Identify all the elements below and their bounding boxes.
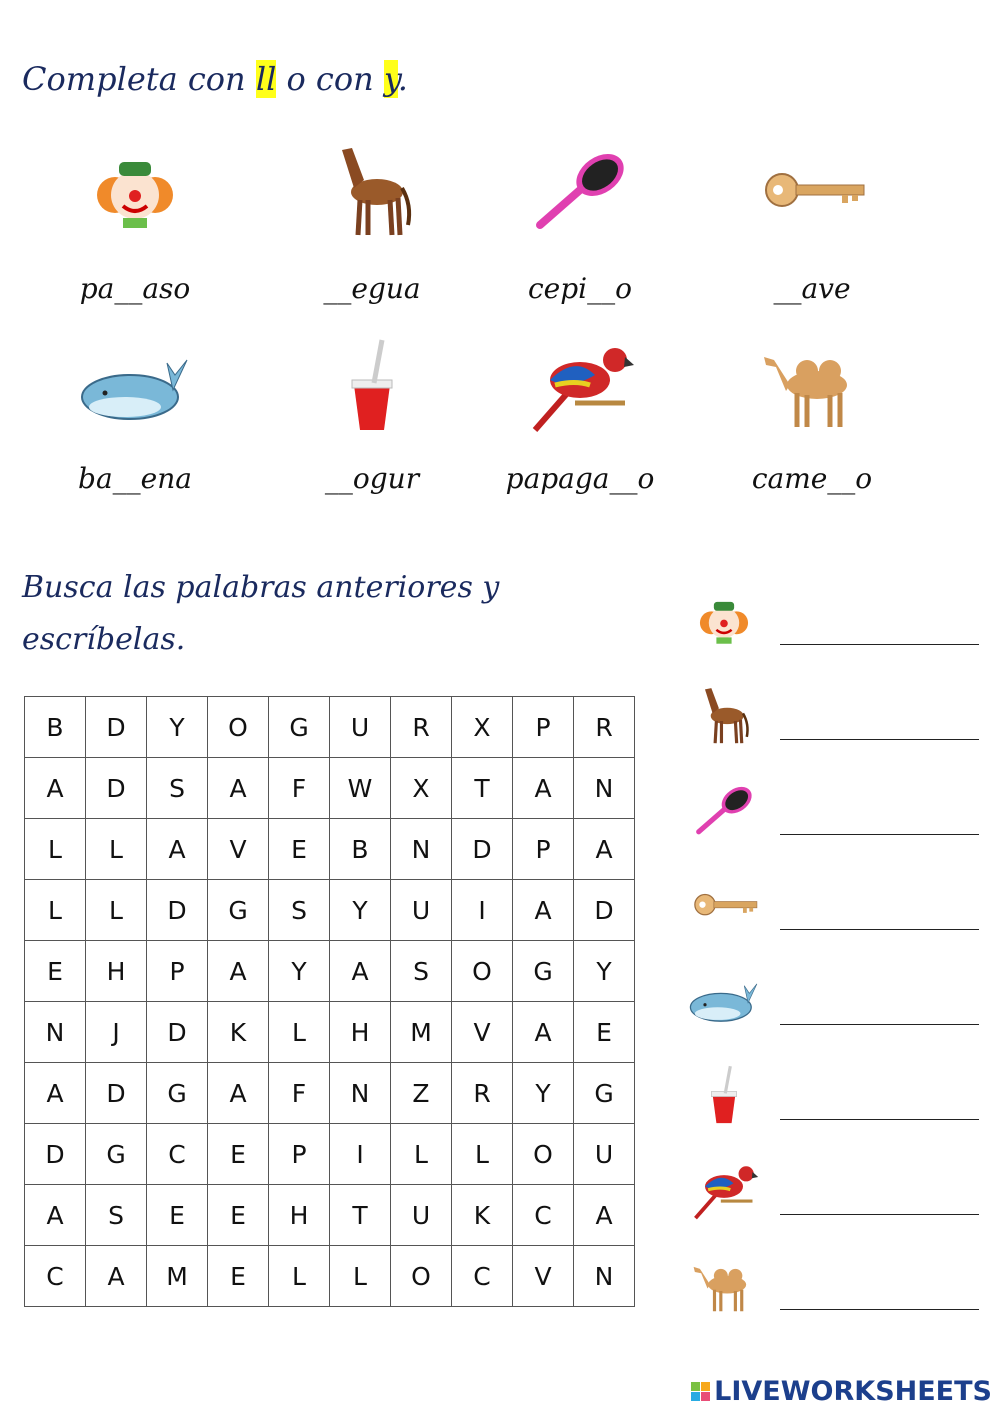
grid-cell[interactable]: V <box>452 1002 513 1063</box>
grid-cell[interactable]: A <box>208 758 269 819</box>
fill-in-word[interactable]: ba__ena <box>78 462 192 495</box>
word-search-grid <box>24 696 635 1307</box>
logo-text: LIVEWORKSHEETS <box>714 1376 992 1407</box>
grid-cell[interactable]: B <box>25 697 86 758</box>
grid-cell[interactable]: U <box>391 1185 452 1246</box>
grid-cell[interactable]: O <box>452 941 513 1002</box>
liveworksheets-logo[interactable] <box>691 1376 992 1407</box>
grid-cell[interactable]: D <box>452 819 513 880</box>
fill-in-word[interactable]: __ogur <box>324 462 420 495</box>
grid-cell[interactable]: K <box>452 1185 513 1246</box>
grid-cell[interactable]: Y <box>513 1063 574 1124</box>
grid-cell[interactable]: V <box>513 1246 574 1307</box>
answer-input[interactable] <box>780 903 979 930</box>
grid-cell[interactable]: A <box>513 880 574 941</box>
grid-cell[interactable]: C <box>147 1124 208 1185</box>
grid-cell[interactable]: W <box>330 758 391 819</box>
grid-cell[interactable]: H <box>86 941 147 1002</box>
grid-cell[interactable]: L <box>25 819 86 880</box>
whale-icon <box>75 335 195 435</box>
grid-cell[interactable]: P <box>147 941 208 1002</box>
grid-cell[interactable]: G <box>208 880 269 941</box>
grid-cell[interactable]: A <box>86 1246 147 1307</box>
grid-row <box>25 758 635 819</box>
grid-cell[interactable]: D <box>147 880 208 941</box>
exercise1-title <box>22 60 408 98</box>
grid-cell[interactable]: P <box>269 1124 330 1185</box>
grid-cell[interactable]: I <box>452 880 513 941</box>
grid-row <box>25 941 635 1002</box>
grid-cell[interactable]: C <box>452 1246 513 1307</box>
answer-input[interactable] <box>780 998 979 1025</box>
grid-cell[interactable]: E <box>208 1246 269 1307</box>
grid-cell[interactable]: D <box>147 1002 208 1063</box>
whale-icon <box>686 968 762 1038</box>
grid-cell[interactable]: L <box>452 1124 513 1185</box>
grid-cell[interactable]: T <box>452 758 513 819</box>
grid-cell[interactable]: L <box>25 880 86 941</box>
hairbrush-icon <box>686 778 762 848</box>
grid-cell[interactable]: Z <box>391 1063 452 1124</box>
grid-cell[interactable]: Y <box>147 697 208 758</box>
fill-in-word[interactable]: pa__aso <box>79 272 191 305</box>
fill-in-word[interactable]: cepi__o <box>528 272 632 305</box>
grid-cell[interactable]: A <box>513 758 574 819</box>
grid-row <box>25 1185 635 1246</box>
grid-cell[interactable]: B <box>330 819 391 880</box>
grid-cell[interactable]: N <box>574 758 635 819</box>
grid-cell[interactable]: L <box>269 1002 330 1063</box>
grid-cell[interactable]: C <box>513 1185 574 1246</box>
grid-cell[interactable]: X <box>391 758 452 819</box>
grid-cell[interactable]: E <box>574 1002 635 1063</box>
grid-cell[interactable]: A <box>574 819 635 880</box>
answer-input[interactable] <box>780 618 979 645</box>
grid-cell[interactable]: K <box>208 1002 269 1063</box>
grid-cell[interactable]: E <box>147 1185 208 1246</box>
fill-in-word[interactable]: __ave <box>773 272 851 305</box>
highlight-ll: ll <box>255 60 277 98</box>
grid-cell[interactable]: N <box>25 1002 86 1063</box>
horse-icon <box>686 683 762 753</box>
grid-cell[interactable]: Y <box>330 880 391 941</box>
grid-cell[interactable]: O <box>513 1124 574 1185</box>
grid-cell[interactable]: F <box>269 758 330 819</box>
grid-cell[interactable]: U <box>330 697 391 758</box>
grid-cell[interactable]: N <box>330 1063 391 1124</box>
grid-cell[interactable]: P <box>513 697 574 758</box>
clown-icon <box>75 140 195 240</box>
grid-cell[interactable]: E <box>269 819 330 880</box>
grid-cell[interactable]: A <box>513 1002 574 1063</box>
parrot-icon <box>686 1158 762 1228</box>
grid-cell[interactable]: L <box>269 1246 330 1307</box>
yogurt-icon <box>312 335 432 435</box>
grid-cell[interactable]: S <box>391 941 452 1002</box>
grid-cell[interactable]: Y <box>269 941 330 1002</box>
answer-input[interactable] <box>780 1188 979 1215</box>
grid-cell[interactable]: Y <box>574 941 635 1002</box>
exercise2-title: Busca las palabras anteriores y escríbelas. <box>22 570 500 657</box>
grid-cell[interactable]: U <box>391 880 452 941</box>
grid-cell[interactable]: A <box>147 819 208 880</box>
grid-cell[interactable]: M <box>391 1002 452 1063</box>
grid-cell[interactable]: L <box>86 880 147 941</box>
grid-cell[interactable]: G <box>574 1063 635 1124</box>
grid-cell[interactable]: A <box>25 758 86 819</box>
grid-cell[interactable]: S <box>86 1185 147 1246</box>
grid-cell[interactable]: S <box>269 880 330 941</box>
grid-row <box>25 880 635 941</box>
grid-cell[interactable]: N <box>391 819 452 880</box>
title-text: . <box>397 60 408 98</box>
hairbrush-icon <box>520 140 640 240</box>
grid-cell[interactable]: T <box>330 1185 391 1246</box>
highlight-y: y <box>383 60 398 98</box>
grid-cell[interactable]: G <box>269 697 330 758</box>
fill-in-word[interactable]: came__o <box>751 462 873 495</box>
grid-cell[interactable]: R <box>452 1063 513 1124</box>
grid-cell[interactable]: U <box>574 1124 635 1185</box>
answer-input[interactable] <box>780 1093 979 1120</box>
grid-cell[interactable]: O <box>391 1246 452 1307</box>
grid-cell[interactable]: E <box>25 941 86 1002</box>
grid-cell[interactable]: L <box>330 1246 391 1307</box>
grid-cell[interactable]: X <box>452 697 513 758</box>
answer-input[interactable] <box>780 808 979 835</box>
fill-in-word[interactable]: __egua <box>323 272 421 305</box>
camel-icon <box>686 1253 762 1323</box>
key-icon <box>752 140 872 240</box>
grid-cell[interactable]: D <box>86 758 147 819</box>
logo-icon <box>691 1382 710 1401</box>
horse-icon <box>312 140 432 240</box>
grid-cell[interactable]: N <box>574 1246 635 1307</box>
fill-in-word[interactable]: papaga__o <box>505 462 655 495</box>
grid-cell[interactable]: D <box>86 697 147 758</box>
yogurt-icon <box>686 1063 762 1133</box>
grid-cell[interactable]: I <box>330 1124 391 1185</box>
grid-cell[interactable]: R <box>391 697 452 758</box>
grid-cell[interactable]: G <box>147 1063 208 1124</box>
grid-cell[interactable]: S <box>147 758 208 819</box>
grid-row <box>25 1002 635 1063</box>
grid-row <box>25 1063 635 1124</box>
grid-cell[interactable]: L <box>391 1124 452 1185</box>
grid-cell[interactable]: F <box>269 1063 330 1124</box>
grid-cell[interactable]: A <box>208 1063 269 1124</box>
grid-cell[interactable]: A <box>208 941 269 1002</box>
title-text: o con <box>276 60 384 98</box>
answer-input[interactable] <box>780 1283 979 1310</box>
grid-cell[interactable]: A <box>330 941 391 1002</box>
grid-cell[interactable]: V <box>208 819 269 880</box>
grid-cell[interactable]: A <box>574 1185 635 1246</box>
title-text: Completa con <box>22 60 256 98</box>
grid-cell[interactable]: G <box>513 941 574 1002</box>
grid-cell[interactable]: J <box>86 1002 147 1063</box>
grid-cell[interactable]: E <box>208 1124 269 1185</box>
grid-cell[interactable]: E <box>208 1185 269 1246</box>
grid-cell[interactable]: P <box>513 819 574 880</box>
grid-cell[interactable]: M <box>147 1246 208 1307</box>
camel-icon <box>752 335 872 435</box>
grid-cell[interactable]: L <box>86 819 147 880</box>
grid-cell[interactable]: H <box>330 1002 391 1063</box>
grid-cell[interactable]: O <box>208 697 269 758</box>
grid-row <box>25 1124 635 1185</box>
grid-cell[interactable]: G <box>86 1124 147 1185</box>
grid-row <box>25 1246 635 1307</box>
grid-cell[interactable]: D <box>25 1124 86 1185</box>
key-icon <box>686 873 762 943</box>
grid-cell[interactable]: C <box>25 1246 86 1307</box>
grid-row <box>25 697 635 758</box>
grid-row <box>25 819 635 880</box>
grid-cell[interactable]: D <box>574 880 635 941</box>
grid-cell[interactable]: R <box>574 697 635 758</box>
grid-cell[interactable]: A <box>25 1063 86 1124</box>
grid-cell[interactable]: D <box>86 1063 147 1124</box>
grid-cell[interactable]: H <box>269 1185 330 1246</box>
answer-input[interactable] <box>780 713 979 740</box>
parrot-icon <box>520 335 640 435</box>
grid-cell[interactable]: A <box>25 1185 86 1246</box>
clown-icon <box>686 588 762 658</box>
